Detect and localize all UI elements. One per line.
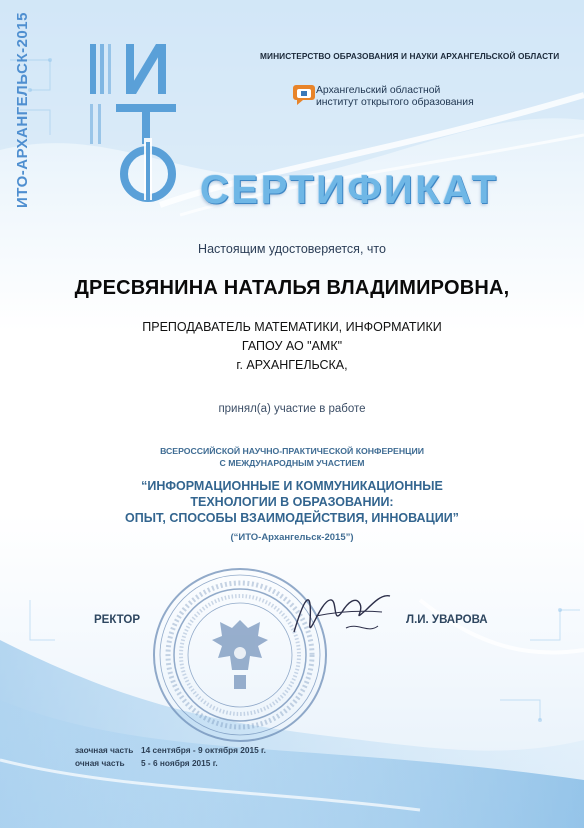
participation-text: принял(а) участие в работе xyxy=(218,403,366,415)
topic-line-2: ТЕХНОЛОГИИ В ОБРАЗОВАНИИ: xyxy=(190,495,394,509)
inperson-dates-row xyxy=(75,757,266,770)
rector-name: Л.И. УВАРОВА xyxy=(406,614,488,626)
distance-label: заочная часть xyxy=(75,745,134,755)
distance-value: 14 сентября - 9 октября 2015 г. xyxy=(141,745,266,755)
institute-name xyxy=(316,85,474,109)
conference-short-name: (“ИТО-Архангельск-2015”) xyxy=(230,532,354,543)
event-dates xyxy=(75,744,266,769)
distance-dates-row xyxy=(75,744,266,757)
institute-line-1: Архангельский областной xyxy=(316,85,441,96)
vertical-event-name: ИТО-АРХАНГЕЛЬСК-2015 xyxy=(14,12,31,208)
certificate-title: СЕРТИФИКАТ xyxy=(200,168,499,212)
conference-line-1: ВСЕРОССИЙСКОЙ НАУЧНО-ПРАКТИЧЕСКОЙ КОНФЕРЕНЦИИ xyxy=(160,446,424,456)
recipient-name: ДРЕСВЯНИНА НАТАЛЬЯ ВЛАДИМИРОВНА, xyxy=(74,277,510,299)
conference-line-2: С МЕЖДУНАРОДНЫМ УЧАСТИЕМ xyxy=(219,457,365,468)
recipient-position xyxy=(0,318,584,375)
position-line-2: ГАПОУ АО "АМК" xyxy=(241,339,343,353)
position-line-3: г. АРХАНГЕЛЬСКА, xyxy=(236,358,348,372)
conference-type xyxy=(0,446,584,469)
ito-logo xyxy=(86,42,182,204)
conference-topic xyxy=(0,478,584,526)
topic-line-1: “ИНФОРМАЦИОННЫЕ И КОММУНИКАЦИОННЫЕ xyxy=(141,479,443,493)
attest-text: Настоящим удостоверяется, что xyxy=(198,242,386,256)
rector-label: РЕКТОР xyxy=(94,614,140,626)
topic-line-3: ОПЫТ, СПОСОБЫ ВЗАИМОДЕЙСТВИЯ, ИННОВАЦИИ” xyxy=(125,511,459,525)
inperson-value: 5 - 6 ноября 2015 г. xyxy=(141,757,218,768)
rector-signature xyxy=(286,582,396,648)
institute-logo-icon xyxy=(292,82,316,106)
inperson-label: очная часть xyxy=(75,757,125,768)
position-line-1: ПРЕПОДАВАТЕЛЬ МАТЕМАТИКИ, ИНФОРМАТИКИ xyxy=(142,320,442,334)
institute-line-2: институт открытого образования xyxy=(316,97,474,108)
ministry-name: МИНИСТЕРСТВО ОБРАЗОВАНИЯ И НАУКИ АРХАНГЕЛЬСКОЙ ОБЛАСТИ xyxy=(260,51,560,61)
